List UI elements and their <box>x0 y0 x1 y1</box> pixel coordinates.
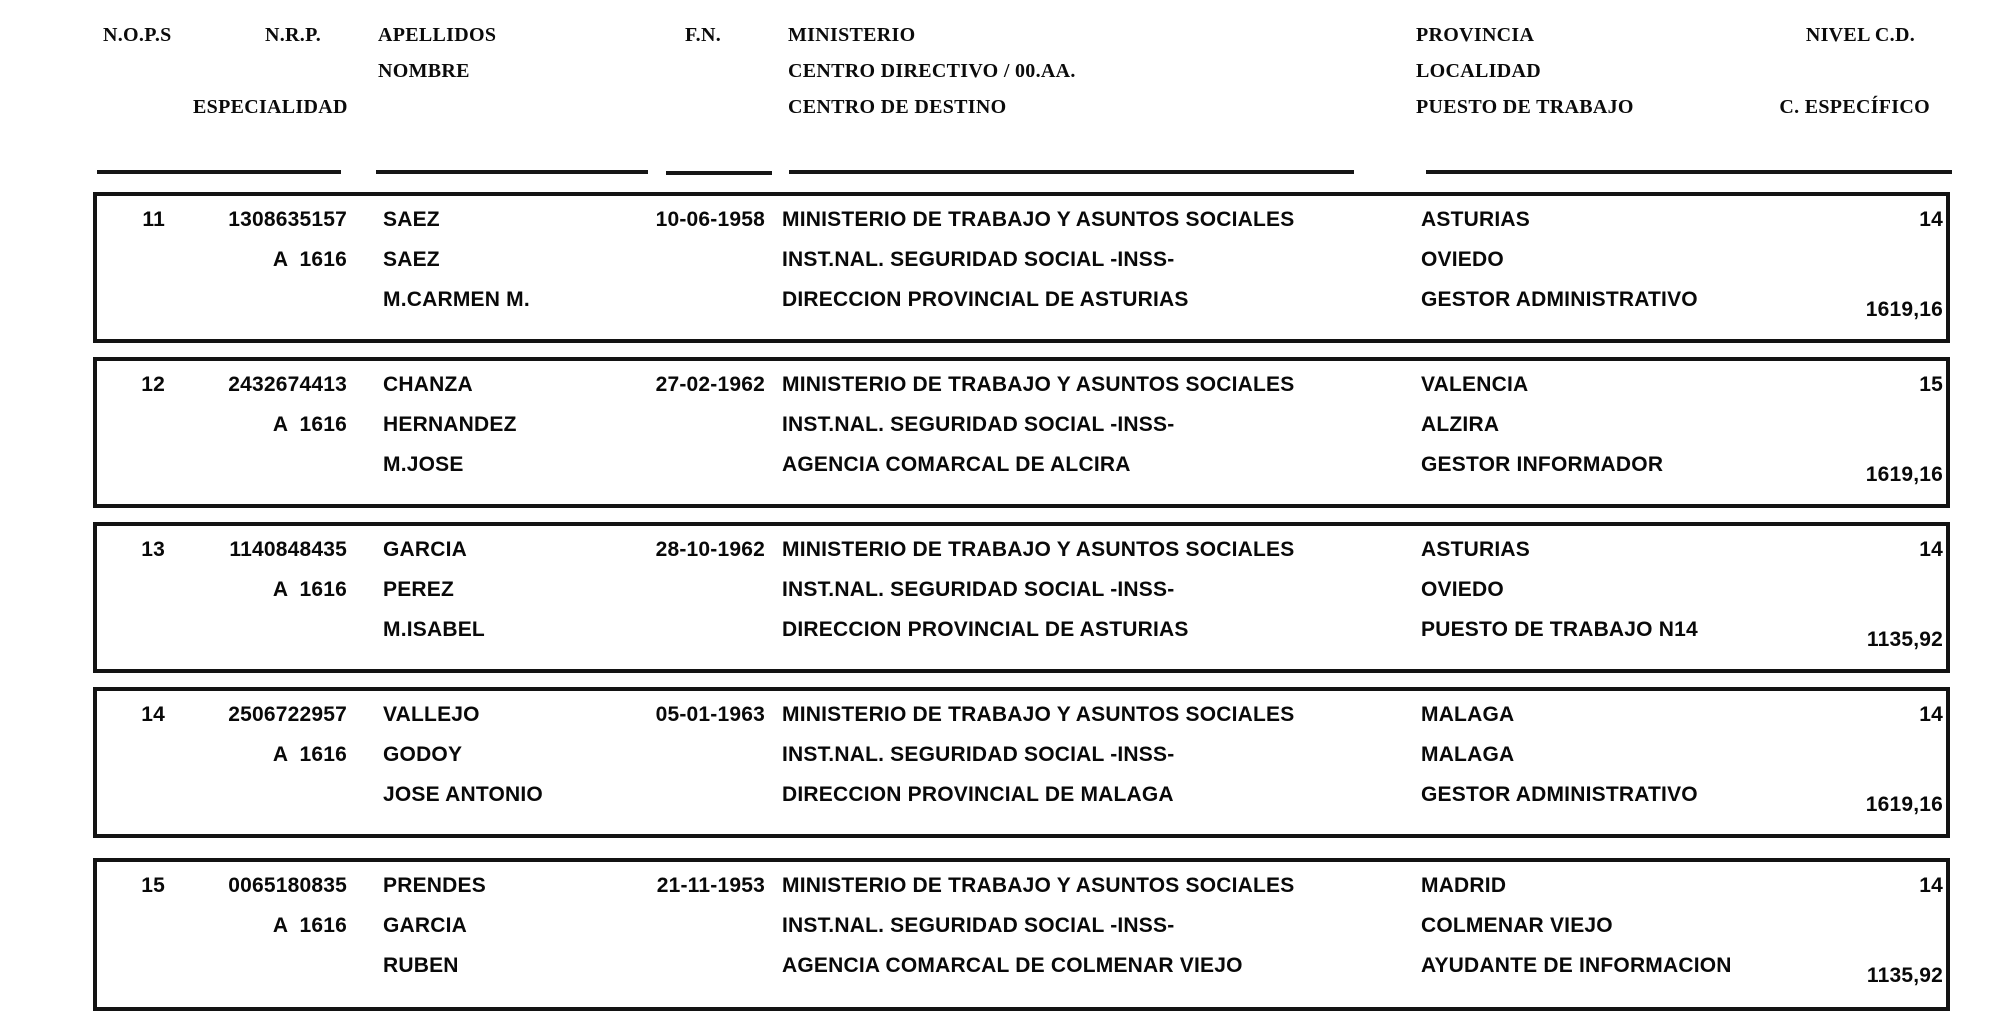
record-row <box>93 522 1950 673</box>
col-header-provincia: PROVINCIA <box>1416 24 1535 46</box>
field-especifico: 1619,16 <box>1865 463 1943 486</box>
col-header-fn: F.N. <box>685 24 722 46</box>
field-nops: 13 <box>141 538 165 561</box>
field-localidad: OVIEDO <box>1421 578 1504 601</box>
field-nombre: M.ISABEL <box>383 618 485 641</box>
field-nivel: 14 <box>1919 874 1943 897</box>
field-nrp: 0065180835 <box>228 874 347 897</box>
field-apellido2: SAEZ <box>383 248 440 271</box>
field-apellido2: PEREZ <box>383 578 455 601</box>
field-localidad: ALZIRA <box>1421 413 1500 436</box>
field-centro-destino: AGENCIA COMARCAL DE COLMENAR VIEJO <box>782 954 1243 977</box>
header-rule-segment <box>97 170 341 174</box>
field-localidad: OVIEDO <box>1421 248 1504 271</box>
field-nivel: 14 <box>1919 208 1943 231</box>
field-nops: 15 <box>141 874 165 897</box>
field-apellido2: GARCIA <box>383 914 468 937</box>
field-apellido1: PRENDES <box>383 874 486 897</box>
header-rule-segment <box>789 170 1354 174</box>
col-header-especifico: C. ESPECÍFICO <box>1779 96 1930 118</box>
field-provincia: MALAGA <box>1421 703 1515 726</box>
field-centro-directivo: INST.NAL. SEGURIDAD SOCIAL -INSS- <box>782 248 1175 271</box>
col-header-nops: N.O.P.S <box>103 24 172 46</box>
col-header-especialidad: ESPECIALIDAD <box>193 96 348 118</box>
field-nrp: 1308635157 <box>228 208 347 231</box>
field-provincia: ASTURIAS <box>1421 538 1530 561</box>
field-especifico: 1135,92 <box>1866 628 1943 651</box>
field-ministerio: MINISTERIO DE TRABAJO Y ASUNTOS SOCIALES <box>782 208 1295 231</box>
record-row <box>93 192 1950 343</box>
field-apellido2: GODOY <box>383 743 463 766</box>
col-header-centro-directivo: CENTRO DIRECTIVO / 00.AA. <box>788 60 1076 82</box>
field-centro-destino: DIRECCION PROVINCIAL DE ASTURIAS <box>782 288 1189 311</box>
field-fecha-nacimiento: 05-01-1963 <box>655 703 765 726</box>
record-row <box>93 357 1950 508</box>
col-header-ministerio: MINISTERIO <box>788 24 916 46</box>
field-puesto: GESTOR ADMINISTRATIVO <box>1421 783 1698 806</box>
field-apellido1: VALLEJO <box>383 703 480 726</box>
field-puesto: PUESTO DE TRABAJO N14 <box>1421 618 1698 641</box>
col-header-nrp: N.R.P. <box>265 24 322 46</box>
field-ministerio: MINISTERIO DE TRABAJO Y ASUNTOS SOCIALES <box>782 538 1295 561</box>
field-especifico: 1619,16 <box>1865 298 1943 321</box>
field-nombre: M.CARMEN M. <box>383 288 530 311</box>
field-apellido2: HERNANDEZ <box>383 413 517 436</box>
field-fecha-nacimiento: 21-11-1953 <box>656 874 765 897</box>
field-especifico: 1135,92 <box>1866 964 1943 987</box>
field-localidad: MALAGA <box>1421 743 1515 766</box>
field-centro-directivo: INST.NAL. SEGURIDAD SOCIAL -INSS- <box>782 914 1175 937</box>
header-rule-segment <box>1426 170 1952 174</box>
field-nivel: 15 <box>1919 373 1943 396</box>
field-nops: 11 <box>142 208 165 231</box>
field-centro-directivo: INST.NAL. SEGURIDAD SOCIAL -INSS- <box>782 578 1175 601</box>
field-apellido1: SAEZ <box>383 208 440 231</box>
field-ministerio: MINISTERIO DE TRABAJO Y ASUNTOS SOCIALES <box>782 874 1295 897</box>
field-centro-destino: AGENCIA COMARCAL DE ALCIRA <box>782 453 1131 476</box>
field-puesto: GESTOR INFORMADOR <box>1421 453 1664 476</box>
field-ministerio: MINISTERIO DE TRABAJO Y ASUNTOS SOCIALES <box>782 373 1295 396</box>
field-puesto: GESTOR ADMINISTRATIVO <box>1421 288 1698 311</box>
field-provincia: ASTURIAS <box>1421 208 1530 231</box>
field-localidad: COLMENAR VIEJO <box>1421 914 1613 937</box>
col-header-centro-destino: CENTRO DE DESTINO <box>788 96 1007 118</box>
field-especifico: 1619,16 <box>1865 793 1943 816</box>
field-nrp: 1140848435 <box>229 538 347 561</box>
field-especialidad: A 1616 <box>272 413 347 436</box>
header-rule-segment <box>376 170 648 174</box>
header-rule-segment <box>666 171 772 175</box>
col-header-puesto: PUESTO DE TRABAJO <box>1416 96 1634 118</box>
field-puesto: AYUDANTE DE INFORMACION <box>1421 954 1732 977</box>
field-centro-directivo: INST.NAL. SEGURIDAD SOCIAL -INSS- <box>782 413 1175 436</box>
field-apellido1: CHANZA <box>383 373 473 396</box>
field-centro-destino: DIRECCION PROVINCIAL DE ASTURIAS <box>782 618 1189 641</box>
field-nivel: 14 <box>1919 538 1943 561</box>
field-nombre: M.JOSE <box>383 453 464 476</box>
field-especialidad: A 1616 <box>272 914 347 937</box>
field-centro-destino: DIRECCION PROVINCIAL DE MALAGA <box>782 783 1174 806</box>
field-fecha-nacimiento: 28-10-1962 <box>655 538 765 561</box>
field-especialidad: A 1616 <box>272 578 347 601</box>
record-row <box>93 687 1950 838</box>
field-especialidad: A 1616 <box>272 248 347 271</box>
field-provincia: VALENCIA <box>1421 373 1529 396</box>
col-header-apellidos: APELLIDOS <box>378 24 497 46</box>
field-nombre: JOSE ANTONIO <box>383 783 543 806</box>
field-nops: 14 <box>141 703 165 726</box>
field-nivel: 14 <box>1919 703 1943 726</box>
field-nrp: 2432674413 <box>228 373 347 396</box>
col-header-localidad: LOCALIDAD <box>1416 60 1541 82</box>
field-apellido1: GARCIA <box>383 538 468 561</box>
field-nombre: RUBEN <box>383 954 459 977</box>
col-header-nombre: NOMBRE <box>378 60 470 82</box>
field-especialidad: A 1616 <box>272 743 347 766</box>
field-ministerio: MINISTERIO DE TRABAJO Y ASUNTOS SOCIALES <box>782 703 1295 726</box>
field-centro-directivo: INST.NAL. SEGURIDAD SOCIAL -INSS- <box>782 743 1175 766</box>
field-nrp: 2506722957 <box>228 703 347 726</box>
field-fecha-nacimiento: 10-06-1958 <box>655 208 765 231</box>
record-row <box>93 858 1950 1011</box>
col-header-nivel: NIVEL C.D. <box>1805 24 1915 46</box>
field-nops: 12 <box>141 373 165 396</box>
field-provincia: MADRID <box>1421 874 1507 897</box>
field-fecha-nacimiento: 27-02-1962 <box>655 373 765 396</box>
